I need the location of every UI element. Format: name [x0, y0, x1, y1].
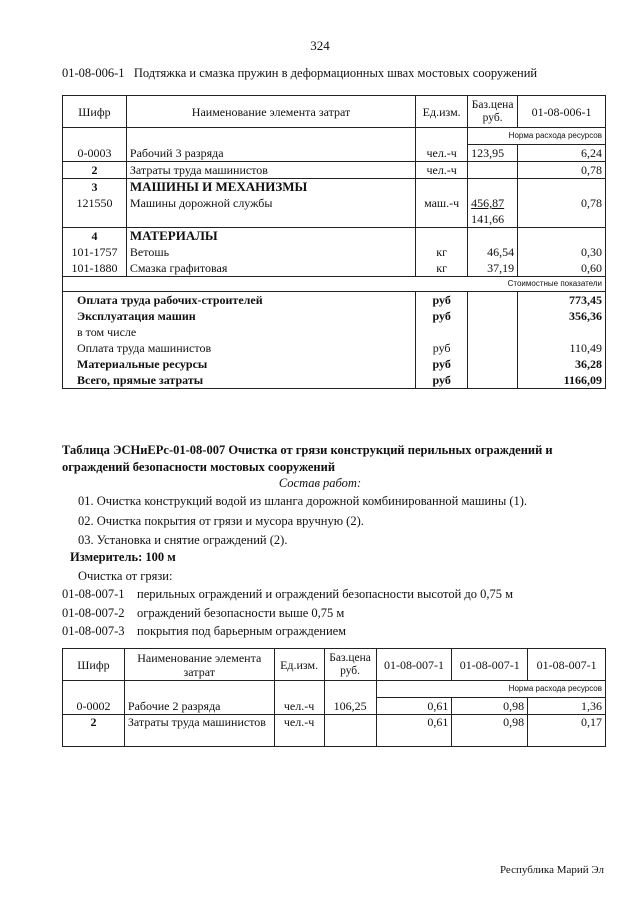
header-column-code: 01-08-006-1 [518, 96, 606, 128]
table-row [63, 244, 606, 260]
header-name: Наименование элемента затрат [124, 649, 274, 681]
row-price: 106,25 [324, 698, 376, 715]
section1-code: 01-08-006-1 [62, 66, 125, 80]
cost-row [63, 292, 606, 309]
row-value-3: 0,17 [528, 715, 606, 747]
row-code: 4 [63, 228, 127, 245]
header-code: Шифр [63, 649, 125, 681]
table-row [63, 162, 606, 179]
header-code: Шифр [63, 96, 127, 128]
clean-label: Очистка от грязи: [78, 569, 173, 583]
cost-row [63, 340, 606, 356]
item-text: покрытия под барьерным ограждением [137, 624, 347, 638]
row-unit: кг [416, 260, 468, 277]
resource-table-2 [62, 648, 606, 747]
cost-name: в том числе [63, 324, 416, 340]
row-code: 0-0003 [63, 145, 127, 162]
row-name: Смазка графитовая [126, 260, 415, 277]
table-row [63, 195, 606, 211]
row-name: Ветошь [126, 244, 415, 260]
cost-name: Материальные ресурсы [63, 356, 416, 372]
table-row [63, 260, 606, 277]
row-name: Затраты труда машинистов [126, 162, 415, 179]
resource-table-1 [62, 95, 606, 389]
row-name: МАШИНЫ И МЕХАНИЗМЫ [126, 179, 415, 196]
cost-unit: руб [416, 372, 468, 389]
item-code: 01-08-007-2 [62, 606, 125, 620]
row-value-3: 1,36 [528, 698, 606, 715]
row-value: 0,78 [518, 195, 606, 211]
cost-name: Всего, прямые затраты [63, 372, 416, 389]
row-code: 121550 [63, 195, 127, 211]
cost-name: Эксплуатация машин [63, 308, 416, 324]
norm-label: Норма расхода ресурсов [376, 681, 605, 698]
row-value-1: 0,61 [376, 698, 452, 715]
row-code: 0-0002 [63, 698, 125, 715]
row-code: 3 [63, 179, 127, 196]
header-column-code: 01-08-007-1 [452, 649, 528, 681]
row-value-1: 0,61 [376, 715, 452, 747]
cost-unit: руб [416, 340, 468, 356]
cost-row [63, 308, 606, 324]
work-composition-label: Состав работ: [278, 476, 362, 490]
cost-unit: руб [416, 292, 468, 309]
row-code: 2 [63, 715, 125, 747]
cost-name: Оплата труда машинистов [63, 340, 416, 356]
item-row [62, 624, 346, 639]
norm-label: Норма расхода ресурсов [468, 128, 606, 145]
table2-title [62, 442, 553, 476]
row-unit: маш.-ч [416, 195, 468, 211]
cost-row [63, 324, 606, 340]
work-item: 03. Установка и снятие ограждений (2). [78, 533, 288, 547]
header-column-code: 01-08-007-1 [376, 649, 452, 681]
row-name: Затраты труда машинистов [124, 715, 274, 747]
cost-label: Стоимостные показатели [63, 277, 606, 292]
row-unit: чел.-ч [416, 162, 468, 179]
item-code: 01-08-007-1 [62, 587, 125, 601]
row-name: Рабочие 2 разряда [124, 698, 274, 715]
cost-name: Оплата труда рабочих-строителей [63, 292, 416, 309]
row-name: Машины дорожной службы [126, 195, 415, 211]
table-row [63, 698, 606, 715]
cost-row [63, 356, 606, 372]
footer-region: Республика Марий Эл [499, 864, 604, 876]
cost-value: 773,45 [518, 292, 606, 309]
row-price [324, 715, 376, 747]
cost-value: 110,49 [518, 340, 606, 356]
cost-value: 36,28 [518, 356, 606, 372]
item-row [62, 606, 344, 621]
row-unit: чел.-ч [274, 698, 324, 715]
section1-title: Подтяжка и смазка пружин в деформационных швах мостовых сооружений [133, 66, 538, 80]
row-unit: кг [416, 244, 468, 260]
row-code: 101-1757 [63, 244, 127, 260]
table2-title-line1: Таблица ЭСНиЕРс-01-08-007 Очистка от грязи конструкций перильных ограждений и [62, 443, 553, 457]
header-name: Наименование элемента затрат [126, 96, 415, 128]
cost-unit: руб [416, 356, 468, 372]
row-value: 6,24 [518, 145, 606, 162]
row-price: 123,95 [468, 145, 518, 162]
header-column-code: 01-08-007-1 [528, 649, 606, 681]
row-value-2: 0,98 [452, 715, 528, 747]
header-unit: Ед.изм. [416, 96, 468, 128]
table-row [63, 715, 606, 747]
cost-value: 1166,09 [518, 372, 606, 389]
row-price [468, 162, 518, 179]
cost-row [63, 372, 606, 389]
row-unit: чел.-ч [416, 145, 468, 162]
cost-value: 356,36 [518, 308, 606, 324]
row-value-2: 0,98 [452, 698, 528, 715]
item-code: 01-08-007-3 [62, 624, 125, 638]
section1-heading [62, 66, 537, 81]
row-name: МАТЕРИАЛЫ [126, 228, 415, 245]
row-price: 46,54 [468, 244, 518, 260]
work-item: 01. Очистка конструкций водой из шланга дорожной комбинированной машины (1). [78, 494, 528, 508]
item-row [62, 587, 513, 602]
row-code: 101-1880 [63, 260, 127, 277]
row-unit: чел.-ч [274, 715, 324, 747]
cost-unit: руб [416, 308, 468, 324]
row-value: 0,60 [518, 260, 606, 277]
row-price-2: 141,66 [468, 211, 518, 228]
row-value: 0,78 [518, 162, 606, 179]
row-price: 456,87 [471, 196, 505, 210]
table-row [63, 228, 606, 245]
measurer: Измеритель: 100 м [70, 550, 176, 564]
row-price: 37,19 [468, 260, 518, 277]
header-price: Баз.цена руб. [468, 96, 518, 128]
header-unit: Ед.изм. [274, 649, 324, 681]
work-item: 02. Очистка покрытия от грязи и мусора вручную (2). [78, 514, 364, 528]
row-name: Рабочий 3 разряда [126, 145, 415, 162]
page-number: 324 [310, 38, 330, 53]
row-value: 0,30 [518, 244, 606, 260]
table2-title-line2: ограждений безопасности мостовых сооружений [62, 460, 336, 474]
row-code: 2 [63, 162, 127, 179]
item-text: ограждений безопасности выше 0,75 м [137, 606, 345, 620]
item-text: перильных ограждений и ограждений безопасности высотой до 0,75 м [137, 587, 514, 601]
header-price: Баз.цена руб. [324, 649, 376, 681]
table-row [63, 145, 606, 162]
table-row [63, 179, 606, 196]
